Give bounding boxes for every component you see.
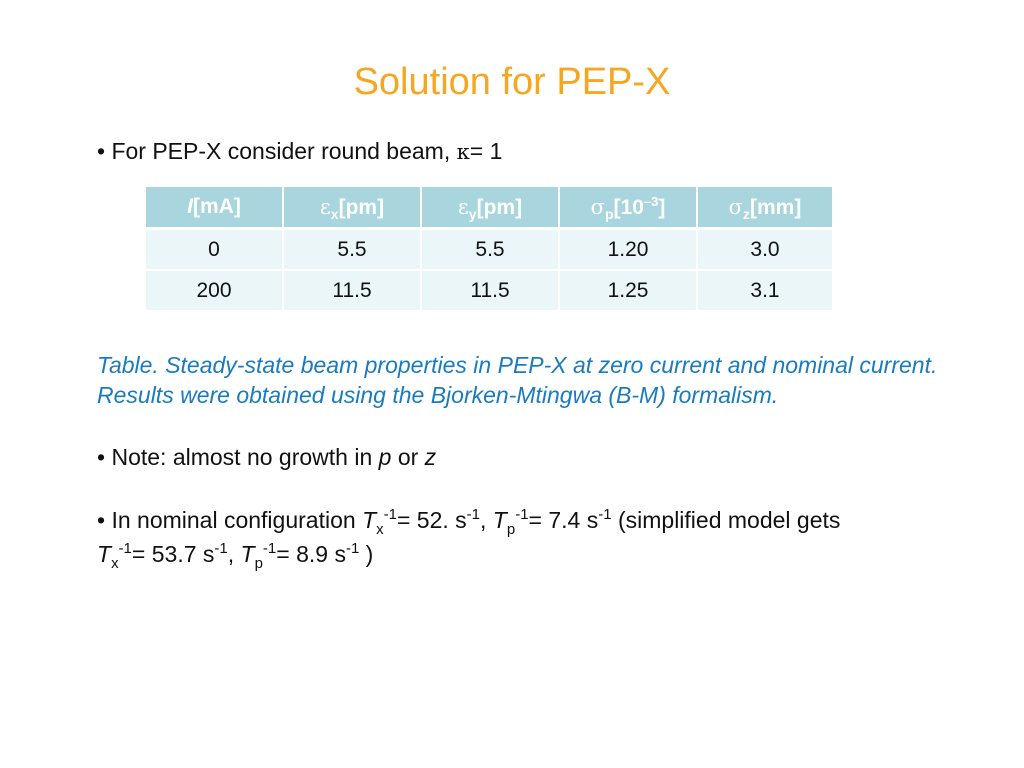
slide-title: Solution for PEP-X bbox=[353, 61, 671, 103]
header-emittance-x: ε x [pm] bbox=[283, 187, 421, 229]
note-text: Note: almost no growth in bbox=[111, 444, 379, 470]
table-cell: 5.5 bbox=[283, 229, 421, 271]
table-cell: 3.1 bbox=[697, 270, 832, 311]
table-cell: 11.5 bbox=[421, 270, 559, 311]
note-or: or bbox=[391, 444, 425, 470]
header-current: I [mA] bbox=[146, 187, 283, 229]
header-bunch-length: σ z [mm] bbox=[697, 187, 832, 229]
bullet-round-beam bbox=[97, 137, 502, 166]
bullet-note bbox=[97, 443, 436, 471]
header-energy-spread: σ p [10 –3 ] bbox=[559, 187, 697, 229]
table-cell: 5.5 bbox=[421, 229, 559, 271]
table-row bbox=[146, 270, 832, 311]
table-cell: 1.25 bbox=[559, 270, 697, 311]
bullet-marker: • bbox=[97, 507, 106, 533]
table-caption: Table. Steady-state beam properties in PEP-X at zero current and nominal current. Results were obtained using the Bjorken-Mtingwa (B-M) formalism. bbox=[97, 352, 938, 408]
bullet-nominal-config: • In nominal configuration $T_x^{-1}= 52$. $s^{-1}$, $T_p^{-1}= 7.4$ $s^{-1}$ (simplified model gets $T_x^{-1}= 53.7$ $s^{-1}$, $T_p^{-1}= 8.9$ $s^{-1}$ ) bbox=[97, 506, 841, 572]
kappa-value: = 1 bbox=[469, 138, 503, 164]
table-cell: 0 bbox=[146, 229, 283, 271]
table-cell: 1.20 bbox=[559, 229, 697, 271]
bullet-marker: • bbox=[97, 138, 106, 164]
bullet-marker: • bbox=[97, 444, 106, 470]
table-row bbox=[146, 229, 832, 271]
note-z: z bbox=[424, 444, 437, 470]
table-cell: 3.0 bbox=[697, 229, 832, 271]
table-header-row bbox=[146, 187, 832, 229]
note-p: p bbox=[378, 444, 392, 470]
header-emittance-y: ε y [pm] bbox=[421, 187, 559, 229]
table-cell: 200 bbox=[146, 270, 283, 311]
kappa-symbol: κ bbox=[456, 140, 470, 164]
beam-properties-table bbox=[146, 187, 832, 312]
table-cell: 11.5 bbox=[283, 270, 421, 311]
bullet-text: For PEP-X consider round beam, bbox=[111, 138, 451, 164]
